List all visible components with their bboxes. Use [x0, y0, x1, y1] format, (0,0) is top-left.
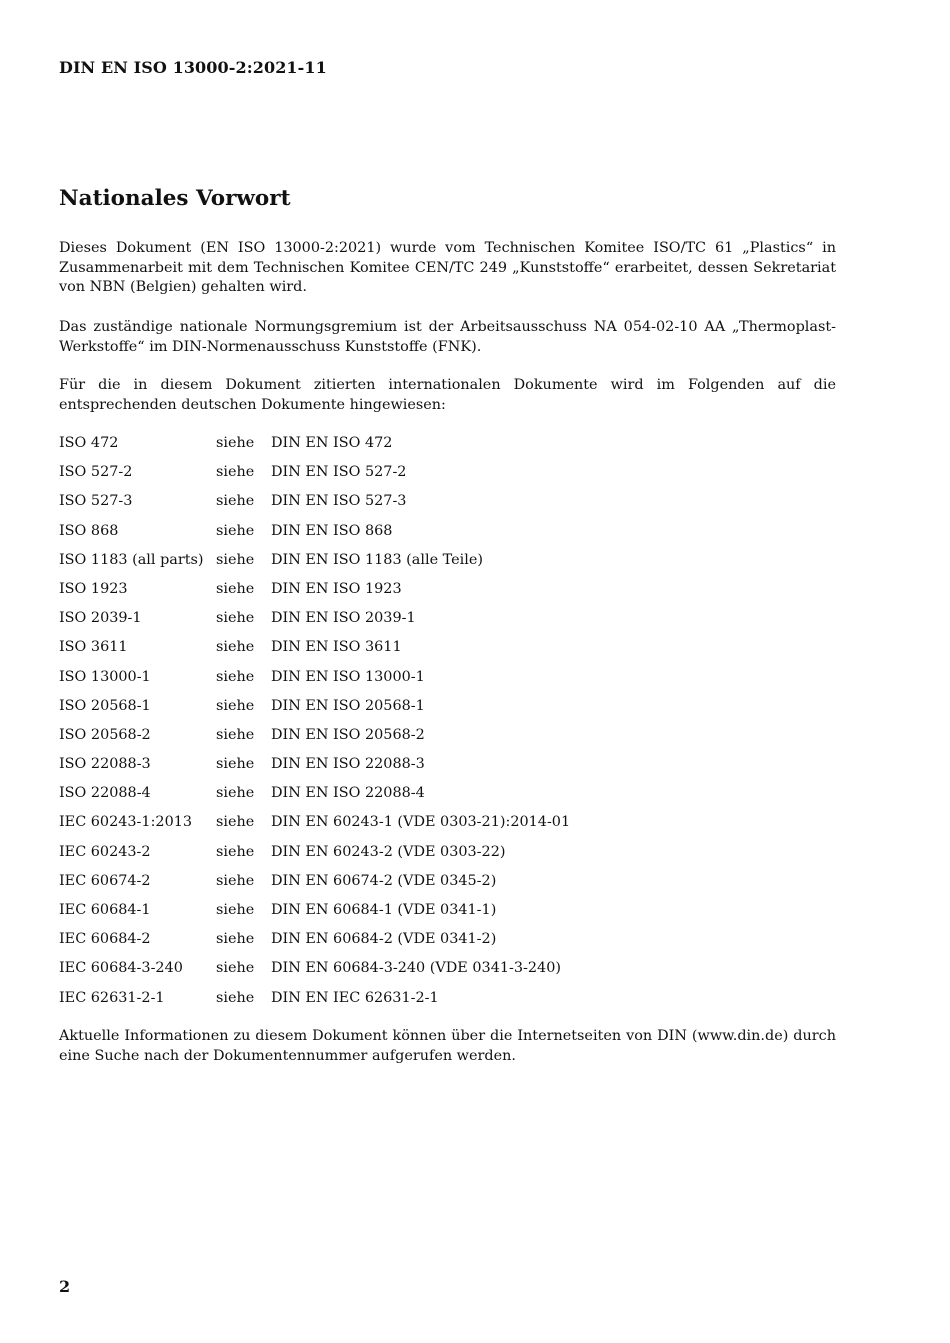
german-reference: DIN EN ISO 13000-1 — [271, 668, 425, 685]
german-reference: DIN EN 60684-1 (VDE 0341-1) — [271, 902, 497, 918]
reference-table — [59, 433, 570, 1017]
siehe-label: siehe — [216, 814, 255, 831]
paragraph-current-info: Aktuelle Informationen zu diesem Dokument können über die Internetseiten von DIN (www.din.de) durch eine Suche nach der Dokumentennummer aufgerufen werden. — [59, 1028, 836, 1064]
siehe-label: siehe — [216, 872, 255, 889]
page-number: 2 — [59, 1277, 71, 1296]
paragraph-reference-intro: Für die in diesem Dokument zitierten internationalen Dokumente wird im Folgenden auf die entsprechenden deutschen Dokumente hingewiesen: — [59, 377, 836, 413]
international-reference: IEC 60243-2 — [59, 843, 151, 860]
siehe-label: siehe — [216, 726, 255, 743]
german-reference: DIN EN ISO 2039-1 — [271, 610, 416, 627]
siehe-label: siehe — [216, 902, 255, 918]
siehe-label: siehe — [216, 756, 255, 773]
international-reference: IEC 60684-3-240 — [59, 960, 183, 977]
siehe-label: siehe — [216, 522, 255, 539]
siehe-label: siehe — [216, 580, 255, 597]
international-reference: IEC 60684-1 — [59, 902, 151, 918]
german-reference: DIN EN ISO 527-3 — [271, 493, 407, 510]
international-reference: ISO 20568-2 — [59, 726, 151, 743]
international-reference: ISO 3611 — [59, 639, 128, 656]
german-reference: DIN EN ISO 868 — [271, 522, 393, 539]
german-reference: DIN EN 60243-2 (VDE 0303-22) — [271, 843, 506, 860]
international-reference: ISO 13000-1 — [59, 668, 151, 685]
international-reference: ISO 527-2 — [59, 464, 133, 481]
reference-row — [59, 550, 570, 579]
reference-row — [59, 637, 570, 666]
international-reference: IEC 62631-2-1 — [59, 989, 165, 1006]
paragraph-committee: Dieses Dokument (EN ISO 13000-2:2021) wurde vom Technischen Komitee ISO/TC 61 „Plastics“ in Zusammenarbeit mit dem Technischen Komitee CEN/TC 249 „Kunststoffe“ erarbeitet, dessen Sekretariat von NBN (Belgien) gehalten wird. — [59, 240, 836, 295]
siehe-label: siehe — [216, 843, 255, 860]
reference-row — [59, 958, 570, 987]
reference-row — [59, 667, 570, 696]
international-reference: ISO 1183 (all parts) — [59, 551, 204, 568]
siehe-label: siehe — [216, 668, 255, 685]
siehe-label: siehe — [216, 551, 255, 568]
section-title: Nationales Vorwort — [59, 186, 291, 211]
siehe-label: siehe — [216, 785, 255, 802]
reference-row — [59, 900, 570, 929]
international-reference: ISO 2039-1 — [59, 610, 142, 627]
reference-row — [59, 812, 570, 841]
international-reference: ISO 20568-1 — [59, 697, 151, 714]
reference-row — [59, 929, 570, 958]
international-reference: ISO 1923 — [59, 580, 128, 597]
reference-row — [59, 754, 570, 783]
reference-row — [59, 433, 570, 462]
siehe-label: siehe — [216, 697, 255, 714]
international-reference: ISO 527-3 — [59, 493, 133, 510]
international-reference: ISO 868 — [59, 522, 119, 539]
german-reference: DIN EN ISO 20568-1 — [271, 697, 425, 714]
reference-row — [59, 491, 570, 520]
document-id-header: DIN EN ISO 13000-2:2021-11 — [59, 58, 327, 77]
german-reference: DIN EN ISO 1923 — [271, 580, 402, 597]
german-reference: DIN EN ISO 22088-3 — [271, 756, 425, 773]
german-reference: DIN EN ISO 3611 — [271, 639, 402, 656]
international-reference: ISO 22088-4 — [59, 785, 151, 802]
international-reference: IEC 60243-1:2013 — [59, 814, 193, 831]
paragraph-national-body: Das zuständige nationale Normungsgremium ist der Arbeitsausschuss NA 054-02-10 AA „Thermoplast-Werkstoffe“ im DIN-Normenausschuss Kunststoffe (FNK). — [59, 319, 836, 355]
german-reference: DIN EN 60684-2 (VDE 0341-2) — [271, 931, 497, 948]
international-reference: IEC 60674-2 — [59, 872, 151, 889]
reference-row — [59, 725, 570, 754]
german-reference: DIN EN ISO 20568-2 — [271, 726, 425, 743]
reference-row — [59, 696, 570, 725]
reference-row — [59, 842, 570, 871]
reference-row — [59, 521, 570, 550]
reference-row — [59, 988, 570, 1017]
german-reference: DIN EN ISO 472 — [271, 435, 393, 451]
german-reference: DIN EN 60243-1 (VDE 0303-21):2014-01 — [271, 814, 571, 831]
siehe-label: siehe — [216, 435, 255, 451]
reference-row — [59, 783, 570, 812]
siehe-label: siehe — [216, 989, 255, 1006]
german-reference: DIN EN ISO 527-2 — [271, 464, 407, 481]
siehe-label: siehe — [216, 931, 255, 948]
german-reference: DIN EN IEC 62631-2-1 — [271, 989, 439, 1006]
international-reference: IEC 60684-2 — [59, 931, 151, 948]
reference-row — [59, 579, 570, 608]
german-reference: DIN EN 60674-2 (VDE 0345-2) — [271, 872, 497, 889]
international-reference: ISO 472 — [59, 435, 119, 451]
siehe-label: siehe — [216, 464, 255, 481]
siehe-label: siehe — [216, 493, 255, 510]
german-reference: DIN EN ISO 1183 (alle Teile) — [271, 551, 483, 568]
reference-row — [59, 871, 570, 900]
reference-row — [59, 462, 570, 491]
siehe-label: siehe — [216, 610, 255, 627]
international-reference: ISO 22088-3 — [59, 756, 151, 773]
siehe-label: siehe — [216, 960, 255, 977]
german-reference: DIN EN 60684-3-240 (VDE 0341-3-240) — [271, 960, 561, 977]
german-reference: DIN EN ISO 22088-4 — [271, 785, 425, 802]
siehe-label: siehe — [216, 639, 255, 656]
reference-row — [59, 608, 570, 637]
